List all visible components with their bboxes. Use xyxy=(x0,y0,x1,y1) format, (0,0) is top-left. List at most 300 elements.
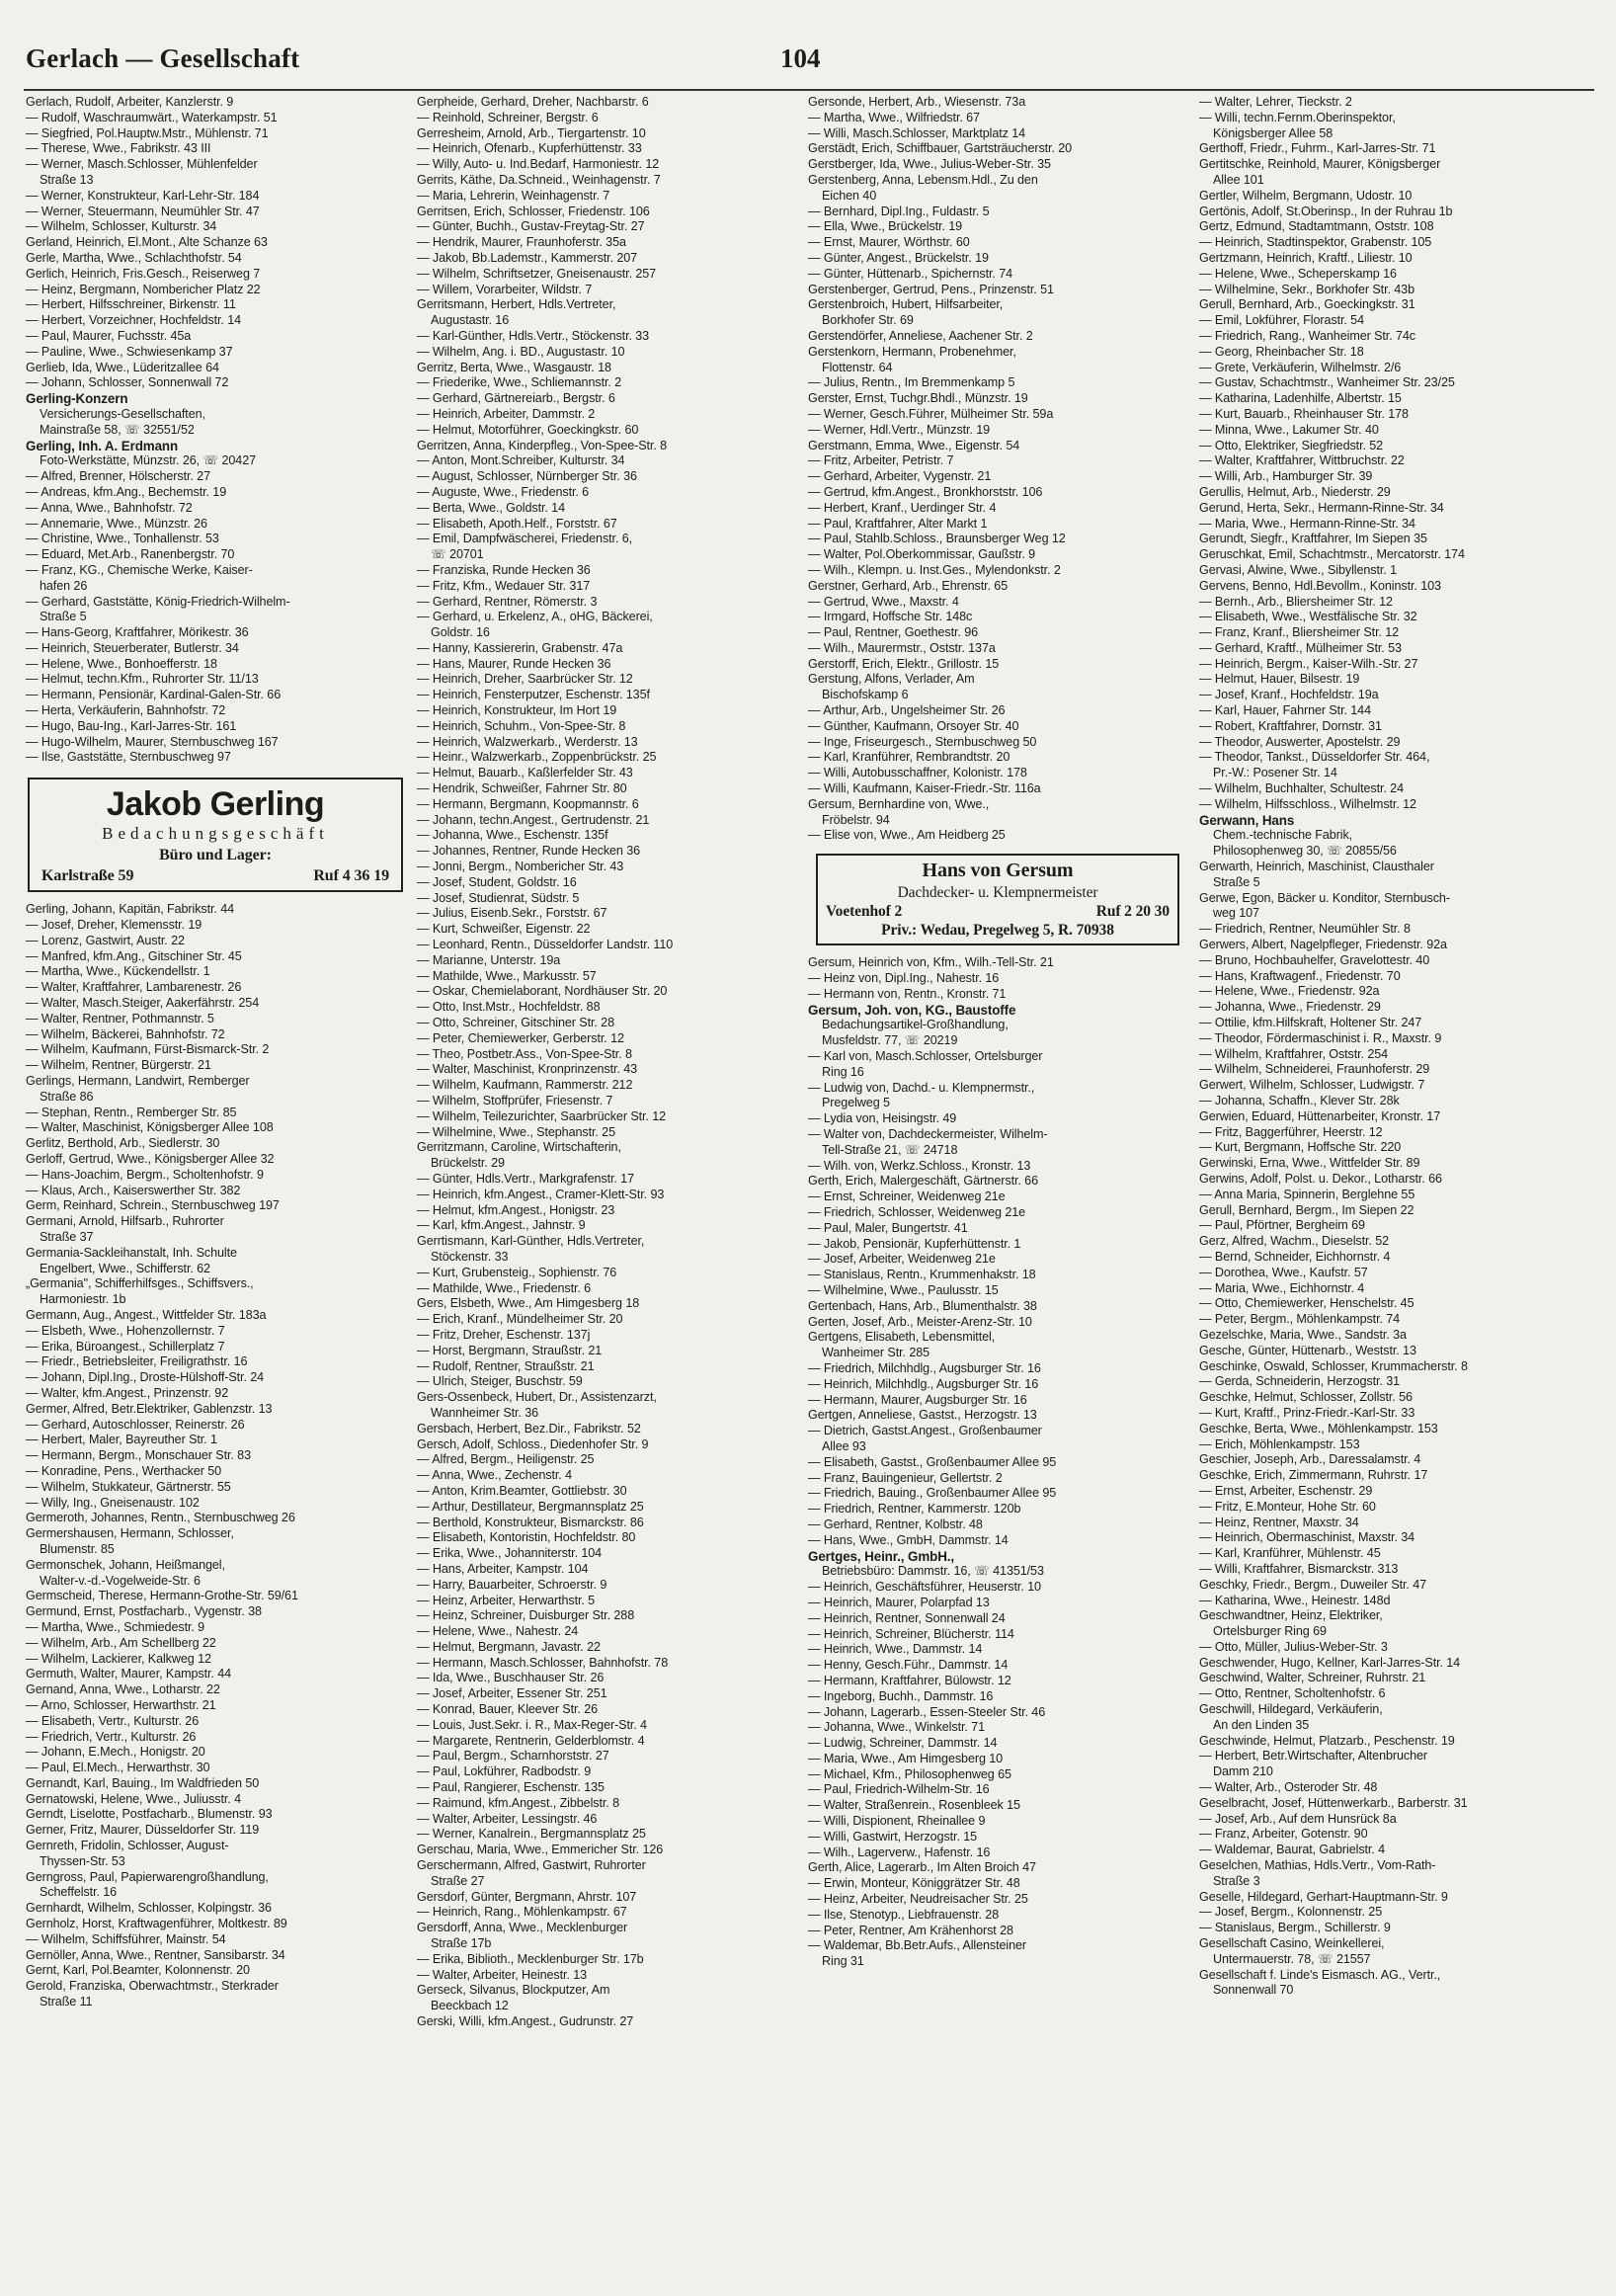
directory-entry: — Christine, Wwe., Tonhallenstr. 53 xyxy=(26,532,219,546)
directory-entry: — Ella, Wwe., Brückelstr. 19 xyxy=(808,219,963,234)
directory-entry: — Hugo-Wilhelm, Maurer, Sternbuschweg 167 xyxy=(26,734,279,749)
entry-continuation: Mainstraße 58, ☏ 32551/52 xyxy=(40,422,195,437)
directory-entry: — Auguste, Wwe., Friedenstr. 6 xyxy=(417,484,590,499)
directory-entry: — Hans, Maurer, Runde Hecken 36 xyxy=(417,656,611,671)
directory-entry: — Theo, Postbetr.Ass., Von-Spee-Str. 8 xyxy=(417,1046,632,1061)
entry-continuation: Goldstr. 16 xyxy=(431,625,490,640)
entry-continuation: Engelbert, Wwe., Schifferstr. 62 xyxy=(40,1261,210,1275)
directory-entry: — Paul, Rentner, Goethestr. 96 xyxy=(808,625,979,640)
directory-entry: Gezelschke, Maria, Wwe., Sandstr. 3a xyxy=(1199,1327,1407,1342)
directory-entry: — Johanna, Wwe., Eschenstr. 135f xyxy=(417,828,608,843)
directory-entry: — Elsbeth, Wwe., Hohenzollernstr. 7 xyxy=(26,1323,225,1338)
directory-entry: — Franziska, Runde Hecken 36 xyxy=(417,562,591,577)
directory-entry: — Erich, Möhlenkampstr. 153 xyxy=(1199,1436,1360,1451)
directory-entry: — Willi, Kraftfahrer, Bismarckstr. 313 xyxy=(1199,1561,1399,1576)
directory-entry: — Jonni, Bergm., Nombericher Str. 43 xyxy=(417,860,624,874)
directory-entry: Gerstädt, Erich, Schiffbauer, Gartsträucherstr. 20 xyxy=(808,141,1073,156)
directory-entry: Germonschek, Johann, Heißmangel, xyxy=(26,1557,225,1572)
entry-continuation: Tell-Straße 21, ☏ 24718 xyxy=(822,1142,958,1157)
directory-entry: — Wilhelm, Kaufmann, Fürst-Bismarck-Str. 2 xyxy=(26,1042,270,1057)
entry-continuation: An den Linden 35 xyxy=(1213,1717,1310,1732)
directory-entry: — Lorenz, Gastwirt, Austr. 22 xyxy=(26,933,185,947)
directory-entry: — Inge, Friseurgesch., Sternbuschweg 50 xyxy=(808,734,1037,749)
directory-entry: Gerland, Heinrich, El.Mont., Alte Schanze 63 xyxy=(26,235,268,250)
directory-entry: — Marianne, Unterstr. 19a xyxy=(417,952,561,967)
directory-entry: — Wilhelm, Bäckerei, Bahnhofstr. 72 xyxy=(26,1026,225,1041)
entry-continuation: Pr.-W.: Posener Str. 14 xyxy=(1213,766,1337,780)
directory-entry: — Hans, Arbeiter, Kampstr. 104 xyxy=(417,1561,589,1576)
directory-entry: — Walter, Kraftfahrer, Wittbruchstr. 22 xyxy=(1199,453,1405,468)
directory-entry: Gerth, Erich, Malergeschäft, Gärtnerstr. 66 xyxy=(808,1174,1038,1189)
directory-entry: — Erika, Biblioth., Mecklenburger Str. 17b xyxy=(417,1951,644,1966)
entry-continuation: Beeckbach 12 xyxy=(431,1999,509,2013)
column-3 xyxy=(808,95,1187,1970)
directory-entry: Geschier, Joseph, Arb., Daressalamstr. 4 xyxy=(1199,1452,1421,1467)
directory-entry: — Erika, Wwe., Johanniterstr. 104 xyxy=(417,1546,603,1561)
directory-entry: Germer, Alfred, Betr.Elektriker, Gablenzstr. 13 xyxy=(26,1401,273,1416)
directory-entry: — Wilhelm, Buchhalter, Schultestr. 24 xyxy=(1199,781,1404,796)
directory-entry: — Anton, Mont.Schreiber, Kulturstr. 34 xyxy=(417,453,625,468)
directory-entry: — Ludwig, Schreiner, Dammstr. 14 xyxy=(808,1736,998,1751)
entry-continuation: Wanheimer Str. 285 xyxy=(822,1346,930,1360)
directory-entry: — Wilhelm, Teilezurichter, Saarbrücker Str. 12 xyxy=(417,1108,667,1123)
directory-entry: — Lydia von, Heisingstr. 49 xyxy=(808,1111,957,1126)
directory-entry: — Rudolf, Rentner, Straußstr. 21 xyxy=(417,1358,595,1373)
directory-entry: — Heinrich, Steuerberater, Butlerstr. 34 xyxy=(26,640,239,655)
directory-entry: Gerwins, Adolf, Polst. u. Dekor., Lotharstr. 66 xyxy=(1199,1171,1442,1186)
directory-entry: — Friedrich, Bauing., Großenbaumer Allee 95 xyxy=(808,1486,1057,1501)
directory-entry: — Mathilde, Wwe., Markusstr. 57 xyxy=(417,968,597,983)
ad-gersum-phone: Ruf 2 20 30 xyxy=(1095,903,1170,921)
directory-entry: Gerth, Alice, Lagerarb., Im Alten Broich 47 xyxy=(808,1860,1036,1875)
directory-entry: — Otto, Rentner, Scholtenhofstr. 6 xyxy=(1199,1686,1386,1701)
directory-entry: — Theodor, Auswerter, Apostelstr. 29 xyxy=(1199,734,1401,749)
directory-entry: — Robert, Kraftfahrer, Dornstr. 31 xyxy=(1199,718,1382,733)
ad-hans-von-gersum xyxy=(816,854,1179,945)
directory-entry: — Annemarie, Wwe., Münzstr. 26 xyxy=(26,516,207,531)
directory-entry: Gerrits, Käthe, Da.Schneid., Weinhagenstr. 7 xyxy=(417,172,661,187)
directory-entry: Gersdorff, Anna, Wwe., Mecklenburger xyxy=(417,1921,628,1935)
directory-entry: Gernatowski, Helene, Wwe., Juliusstr. 4 xyxy=(26,1791,241,1806)
directory-entry: Gerstberger, Ida, Wwe., Julius-Weber-Str. 35 xyxy=(808,157,1051,172)
directory-entry: — Werner, Konstrukteur, Karl-Lehr-Str. 184 xyxy=(26,188,260,203)
directory-entry: Gerlings, Hermann, Landwirt, Remberger xyxy=(26,1074,250,1089)
directory-entry: Gertönis, Adolf, St.Oberinsp., In der Ruhrau 1b xyxy=(1199,204,1453,218)
directory-entry: — Eduard, Met.Arb., Ranenbergstr. 70 xyxy=(26,547,235,562)
directory-entry: — Heinz von, Dipl.Ing., Nahestr. 16 xyxy=(808,971,1000,986)
directory-entry: — Minna, Wwe., Lakumer Str. 40 xyxy=(1199,422,1379,437)
directory-entry: — Helmut, Bergmann, Javastr. 22 xyxy=(417,1639,601,1654)
directory-entry: Geschwinde, Helmut, Platzarb., Peschenstr. 19 xyxy=(1199,1733,1455,1748)
entry-continuation: Fröbelstr. 94 xyxy=(822,812,890,827)
directory-entry: — Michael, Kfm., Philosophenweg 65 xyxy=(808,1766,1011,1781)
directory-entry: — Wilh., Lagerverw., Hafenstr. 16 xyxy=(808,1845,991,1859)
directory-entry: Geschke, Berta, Wwe., Möhlenkampstr. 153 xyxy=(1199,1421,1438,1435)
directory-entry: — Hermann, Pensionär, Kardinal-Galen-Str. 66 xyxy=(26,688,282,702)
directory-entry: — Konrad, Bauer, Kleever Str. 26 xyxy=(417,1702,599,1717)
directory-entry: Gerritz, Berta, Wwe., Wasgaustr. 18 xyxy=(417,360,611,374)
directory-entry: — Wilh., Klempn. u. Inst.Ges., Mylendonkstr. 2 xyxy=(808,562,1061,577)
directory-entry: — Johanna, Wwe., Friedenstr. 29 xyxy=(1199,1000,1381,1015)
directory-entry: — Wilhelm, Schlosser, Kulturstr. 34 xyxy=(26,219,217,234)
directory-entry: Geschke, Erich, Zimmermann, Ruhrstr. 17 xyxy=(1199,1468,1428,1483)
directory-entry: — Gerhard, Gaststätte, König-Friedrich-Wilhelm- xyxy=(26,594,290,609)
directory-entry: — Wilhelm, Kaufmann, Rammerstr. 212 xyxy=(417,1078,633,1093)
directory-entry: — Hanny, Kassiererin, Grabenstr. 47a xyxy=(417,640,623,655)
directory-entry: — Gerhard, Rentner, Kolbstr. 48 xyxy=(808,1517,983,1531)
directory-entry: — Katharina, Wwe., Heinestr. 148d xyxy=(1199,1593,1391,1607)
directory-entry: — Johann, Dipl.Ing., Droste-Hülshoff-Str. 24 xyxy=(26,1370,265,1385)
directory-entry: — Heinrich, Rentner, Sonnenwall 24 xyxy=(808,1610,1006,1625)
directory-entry: Gesellschaft f. Linde's Eismasch. AG., Vertr., xyxy=(1199,1967,1441,1982)
directory-entry: Geschwind, Walter, Schreiner, Ruhrstr. 21 xyxy=(1199,1671,1426,1685)
directory-entry: — Herbert, Betr.Wirtschafter, Altenbrucher xyxy=(1199,1749,1427,1763)
directory-entry: — Arthur, Arb., Ungelsheimer Str. 26 xyxy=(808,703,1006,718)
entry-continuation: Straße 5 xyxy=(40,610,87,624)
entry-continuation: Thyssen-Str. 53 xyxy=(40,1853,125,1868)
directory-entry: — Stephan, Rentn., Remberger Str. 85 xyxy=(26,1105,237,1119)
directory-entry: — Elisabeth, Apoth.Helf., Forststr. 67 xyxy=(417,516,617,531)
directory-entry: — Karl, Hauer, Fahrner Str. 144 xyxy=(1199,703,1371,718)
directory-entry: — Martha, Wwe., Kückendellstr. 1 xyxy=(26,964,210,979)
directory-entry: — Wilhelmine, Wwe., Paulusstr. 15 xyxy=(808,1282,999,1297)
directory-entry: Gerloff, Gertrud, Wwe., Königsberger Allee 32 xyxy=(26,1152,275,1167)
directory-entry: — Heinrich, Bergm., Kaiser-Wilh.-Str. 27 xyxy=(1199,656,1418,671)
directory-entry: — Walter, Maschinist, Königsberger Allee 108 xyxy=(26,1120,274,1135)
page-header-title: Gerlach — Gesellschaft xyxy=(26,43,300,73)
directory-entry: — Ilse, Stenotyp., Liebfrauenstr. 28 xyxy=(808,1907,1000,1922)
directory-entry: Gerstmann, Emma, Wwe., Eigenstr. 54 xyxy=(808,438,1020,452)
directory-entry: — Louis, Just.Sekr. i. R., Max-Reger-Str. 4 xyxy=(417,1717,647,1732)
directory-entry: — Walter, Pol.Oberkommissar, Gaußstr. 9 xyxy=(808,547,1036,562)
directory-entry: Germann, Aug., Angest., Wittfelder Str. 183a xyxy=(26,1307,267,1322)
directory-entry: Gerstenkorn, Hermann, Probenehmer, xyxy=(808,344,1016,359)
directory-entry: — Willi, techn.Fernm.Oberinspektor, xyxy=(1199,110,1396,124)
directory-entry: — Johann, E.Mech., Honigstr. 20 xyxy=(26,1745,205,1760)
entry-continuation: Borkhofer Str. 69 xyxy=(822,313,914,328)
directory-entry: — Gerda, Schneiderin, Herzogstr. 31 xyxy=(1199,1374,1400,1389)
entry-continuation: Bischofskamp 6 xyxy=(822,688,909,702)
directory-entry: — Heinrich, Wwe., Dammstr. 14 xyxy=(808,1642,983,1657)
directory-entry: Gers-Ossenbeck, Hubert, Dr., Assistenzarzt, xyxy=(417,1390,657,1405)
directory-entry: — Klaus, Arch., Kaiserswerther Str. 382 xyxy=(26,1183,241,1197)
entry-continuation: Straße 17b xyxy=(431,1936,492,1951)
directory-entry: Gersdorf, Günter, Bergmann, Ahrstr. 107 xyxy=(417,1889,637,1904)
directory-entry: Gersum, Heinrich von, Kfm., Wilh.-Tell-Str. 21 xyxy=(808,955,1054,970)
directory-entry: — Wilhelm, Arb., Am Schellberg 22 xyxy=(26,1635,216,1650)
directory-entry: — Heinrich, Arbeiter, Dammstr. 2 xyxy=(417,406,596,421)
directory-entry: Gernöller, Anna, Wwe., Rentner, Sansibarstr. 34 xyxy=(26,1947,285,1962)
directory-entry: — Kurt, Kraftf., Prinz-Friedr.-Karl-Str. 33 xyxy=(1199,1405,1415,1420)
entry-continuation: Damm 210 xyxy=(1213,1764,1273,1779)
directory-entry: — Friedrich, Rang., Wanheimer Str. 74c xyxy=(1199,328,1416,343)
directory-entry: Gesche, Günter, Hüttenarb., Weststr. 13 xyxy=(1199,1343,1416,1357)
directory-entry: Gerundt, Siegfr., Kraftfahrer, Im Siepen 35 xyxy=(1199,532,1427,546)
entry-continuation: Sonnenwall 70 xyxy=(1213,1983,1294,1998)
directory-entry: — Heinrich, Walzwerkarb., Werderstr. 13 xyxy=(417,734,638,749)
directory-entry: — Wilhelm, Stukkateur, Gärtnerstr. 55 xyxy=(26,1479,231,1494)
directory-entry: Geruschkat, Emil, Schachtmstr., Mercatorstr. 174 xyxy=(1199,547,1465,562)
page-number: 104 xyxy=(780,43,821,73)
directory-entry: Gerlieb, Ida, Wwe., Lüderitzallee 64 xyxy=(26,360,219,374)
directory-entry: — Gerhard, u. Erkelenz, A., oHG, Bäckerei, xyxy=(417,610,653,624)
directory-entry: — Wilhelmine, Sekr., Borkhofer Str. 43b xyxy=(1199,282,1414,296)
directory-entry: — Alfred, Brenner, Hölscherstr. 27 xyxy=(26,469,210,484)
directory-entry: — Hans, Wwe., GmbH, Dammstr. 14 xyxy=(808,1532,1009,1547)
directory-entry: — Elisabeth, Wwe., Westfälische Str. 32 xyxy=(1199,610,1417,624)
directory-entry: Gerndt, Liselotte, Postfacharb., Blumenstr. 93 xyxy=(26,1807,273,1822)
directory-entry: Gerwinski, Erna, Wwe., Wittfelder Str. 89 xyxy=(1199,1156,1420,1171)
directory-entry: — Josef, Kranf., Hochfeldstr. 19a xyxy=(1199,688,1379,702)
directory-entry: — Arno, Schlosser, Herwarthstr. 21 xyxy=(26,1697,216,1712)
directory-entry: — Erika, Büroangest., Schillerplatz 7 xyxy=(26,1339,225,1353)
directory-entry: — Josef, Arb., Auf dem Hunsrück 8a xyxy=(1199,1811,1397,1826)
directory-entry: — Ernst, Arbeiter, Eschenstr. 29 xyxy=(1199,1483,1373,1498)
directory-entry: Gerwien, Eduard, Hüttenarbeiter, Kronstr. 17 xyxy=(1199,1108,1441,1123)
directory-entry: Gertenbach, Hans, Arb., Blumenthalstr. 38 xyxy=(808,1298,1037,1313)
directory-entry: — Ida, Wwe., Buschhauser Str. 26 xyxy=(417,1671,605,1685)
directory-entry: — Wilhelm, Ang. i. BD., Augustastr. 10 xyxy=(417,344,625,359)
directory-entry: — Walter, Arbeiter, Heinestr. 13 xyxy=(417,1967,588,1982)
directory-entry: — Helene, Wwe., Friedenstr. 92a xyxy=(1199,984,1380,999)
directory-entry: — Ottilie, kfm.Hilfskraft, Holtener Str. 247 xyxy=(1199,1016,1422,1030)
directory-entry: — Friedr., Betriebsleiter, Freiligrathstr. 16 xyxy=(26,1354,248,1369)
directory-entry: — Georg, Rheinbacher Str. 18 xyxy=(1199,344,1364,359)
directory-entry: — Julius, Rentn., Im Bremmenkamp 5 xyxy=(808,375,1015,390)
directory-entry: — Walter, Masch.Steiger, Aakerfährstr. 254 xyxy=(26,996,260,1011)
directory-entry: — Willi, Autobusschaffner, Kolonistr. 178 xyxy=(808,766,1027,780)
directory-entry: Gerlich, Heinrich, Fris.Gesch., Reiserweg 7 xyxy=(26,266,261,281)
directory-entry: Gerwert, Wilhelm, Schlosser, Ludwigstr. 7 xyxy=(1199,1078,1425,1093)
directory-entry: — Paul, Stahlb.Schloss., Braunsberger Weg 12 xyxy=(808,532,1066,546)
directory-entry: Gerz, Alfred, Wachm., Dieselstr. 52 xyxy=(1199,1234,1389,1249)
directory-entry: — Heinz, Bergmann, Nombericher Platz 22 xyxy=(26,282,261,296)
directory-entry: Gerull, Bernhard, Arb., Goeckingkstr. 31 xyxy=(1199,297,1415,312)
directory-entry: Gerwarth, Heinrich, Maschinist, Clausthaler xyxy=(1199,860,1434,874)
directory-entry: — Leonhard, Rentn., Düsseldorfer Landstr. 110 xyxy=(417,938,674,952)
directory-entry: Gerwers, Albert, Nagelpfleger, Friedenstr. 92a xyxy=(1199,938,1447,952)
directory-entry: Gernreth, Fridolin, Schlosser, August- xyxy=(26,1839,229,1853)
directory-entry: — Martha, Wwe., Schmiedestr. 9 xyxy=(26,1619,205,1634)
directory-entry: — Emil, Dampfwäscherei, Friedenstr. 6, xyxy=(417,532,633,546)
directory-entry: Gernandt, Karl, Bauing., Im Waldfrieden 50 xyxy=(26,1775,260,1790)
directory-entry: — Franz, KG., Chemische Werke, Kaiser- xyxy=(26,562,253,577)
directory-entry: — Otto, Müller, Julius-Weber-Str. 3 xyxy=(1199,1639,1388,1654)
directory-entry: — Hans, Kraftwagenf., Friedenstr. 70 xyxy=(1199,968,1401,983)
directory-entry: — Gustav, Schachtmstr., Wanheimer Str. 23/25 xyxy=(1199,375,1455,390)
directory-entry: — Johann, techn.Angest., Gertrudenstr. 21 xyxy=(417,812,650,827)
directory-entry: — Ernst, Schreiner, Weidenweg 21e xyxy=(808,1189,1006,1204)
directory-entry: Geschwandtner, Heinz, Elektriker, xyxy=(1199,1608,1383,1623)
directory-entry: Gerund, Herta, Sekr., Hermann-Rinne-Str. 34 xyxy=(1199,500,1444,515)
ad-gerling-phone: Ruf 4 36 19 xyxy=(313,867,389,885)
directory-entry: Geselle, Hildegard, Gerhart-Hauptmann-Str. 9 xyxy=(1199,1889,1448,1904)
entry-continuation: Brückelstr. 29 xyxy=(431,1156,505,1171)
directory-entry: — Stanislaus, Bergm., Schillerstr. 9 xyxy=(1199,1921,1391,1935)
directory-entry: Gerthoff, Friedr., Fuhrm., Karl-Jarres-Str. 71 xyxy=(1199,141,1436,156)
directory-entry: — Hermann, Bergm., Monschauer Str. 83 xyxy=(26,1448,251,1463)
entry-heading: Gertges, Heinr., GmbH., xyxy=(808,1548,955,1564)
directory-entry: — Hermann, Kraftfahrer, Bülowstr. 12 xyxy=(808,1673,1011,1687)
directory-entry: — Herbert, Vorzeichner, Hochfeldstr. 14 xyxy=(26,313,241,328)
entry-continuation: Augustastr. 16 xyxy=(431,313,510,328)
entry-continuation: Straße 86 xyxy=(40,1089,94,1104)
directory-entry: — Karl-Günther, Hdls.Vertr., Stöckenstr. 33 xyxy=(417,328,650,343)
directory-entry: Gersbach, Herbert, Bez.Dir., Fabrikstr. 52 xyxy=(417,1421,641,1435)
directory-entry: Gerner, Fritz, Maurer, Düsseldorfer Str. 119 xyxy=(26,1823,260,1838)
directory-entry: — Elisabeth, Vertr., Kulturstr. 26 xyxy=(26,1713,200,1728)
directory-entry: — Siegfried, Pol.Hauptw.Mstr., Mühlenstr. 71 xyxy=(26,125,269,140)
directory-entry: — Otto, Elektriker, Siegfriedstr. 52 xyxy=(1199,438,1384,452)
directory-entry: — Grete, Verkäuferin, Wilhelmstr. 2/6 xyxy=(1199,360,1402,374)
directory-entry: Gerschau, Maria, Wwe., Emmericher Str. 126 xyxy=(417,1843,664,1857)
directory-entry: — Harry, Bauarbeiter, Schroerstr. 9 xyxy=(417,1577,607,1592)
directory-entry: — Kurt, Bauarb., Rheinhauser Str. 178 xyxy=(1199,406,1409,421)
entry-continuation: Scheffelstr. 16 xyxy=(40,1885,118,1900)
directory-entry: — Berta, Wwe., Goldstr. 14 xyxy=(417,500,565,515)
directory-entry: — Wilhelm, Hilfsschloss., Wilhelmstr. 12 xyxy=(1199,796,1416,811)
directory-entry: — Arthur, Destillateur, Bergmannsplatz 25 xyxy=(417,1499,644,1514)
directory-entry: — Erich, Kranf., Mündelheimer Str. 20 xyxy=(417,1312,623,1327)
directory-entry: Gersum, Bernhardine von, Wwe., xyxy=(808,796,990,811)
directory-entry: Gervasi, Alwine, Wwe., Sibyllenstr. 1 xyxy=(1199,562,1397,577)
directory-entry: — Friedrich, Rentner, Kammerstr. 120b xyxy=(808,1502,1021,1517)
directory-entry: — Johann, Schlosser, Sonnenwall 72 xyxy=(26,375,229,390)
directory-entry: — Friedrich, Milchhdlg., Augsburger Str. 16 xyxy=(808,1360,1041,1375)
directory-entry: Gerski, Willi, kfm.Angest., Gudrunstr. 27 xyxy=(417,2014,634,2029)
directory-entry: Geschwill, Hildegard, Verkäuferin, xyxy=(1199,1702,1383,1717)
directory-entry: — Günter, Hdls.Vertr., Markgrafenstr. 17 xyxy=(417,1171,634,1186)
entry-continuation: Straße 11 xyxy=(40,1995,93,2009)
ad-jakob-gerling xyxy=(28,778,403,892)
directory-entry: — Willi, Arb., Hamburger Str. 39 xyxy=(1199,469,1373,484)
directory-entry: — Josef, Arbeiter, Weidenweg 21e xyxy=(808,1252,996,1267)
directory-entry: — Oskar, Chemielaborant, Nordhäuser Str. 20 xyxy=(417,984,668,999)
directory-entry: — Heinrich, Fensterputzer, Eschenstr. 135f xyxy=(417,688,650,702)
directory-entry: — Walter, Arbeiter, Lessingstr. 46 xyxy=(417,1811,598,1826)
directory-entry: Germani, Arnold, Hilfsarb., Ruhrorter xyxy=(26,1214,224,1229)
directory-entry: — Fritz, E.Monteur, Hohe Str. 60 xyxy=(1199,1499,1376,1514)
directory-entry: — Karl, Kranführer, Mühlenstr. 45 xyxy=(1199,1546,1381,1561)
directory-entry: — Willi, Masch.Schlosser, Marktplatz 14 xyxy=(808,125,1026,140)
directory-entry: — Wilh., Maurermstr., Oststr. 137a xyxy=(808,640,996,655)
directory-entry: — Martha, Wwe., Wilfriedstr. 67 xyxy=(808,110,980,124)
directory-entry: — Hendrik, Schweißer, Fahrner Str. 80 xyxy=(417,781,627,796)
directory-entry: — Heinrich, Schuhm., Von-Spee-Str. 8 xyxy=(417,718,626,733)
directory-entry: Geschke, Helmut, Schlosser, Zollstr. 56 xyxy=(1199,1390,1413,1405)
entry-continuation: Betriebsbüro: Dammstr. 16, ☏ 41351/53 xyxy=(822,1564,1044,1579)
directory-entry: Gersonde, Herbert, Arb., Wiesenstr. 73a xyxy=(808,95,1026,109)
directory-entry: — Heinrich, kfm.Angest., Cramer-Klett-Str. 93 xyxy=(417,1187,665,1201)
directory-entry: — Gertrud, Wwe., Maxstr. 4 xyxy=(808,594,959,609)
directory-entry: — Paul, Maler, Bungertstr. 41 xyxy=(808,1220,968,1235)
directory-entry: — Bernh., Arb., Bliersheimer Str. 12 xyxy=(1199,594,1393,609)
directory-entry: — Hans-Georg, Kraftfahrer, Mörikestr. 36 xyxy=(26,625,249,640)
directory-entry: Germscheid, Therese, Hermann-Grothe-Str. 59/61 xyxy=(26,1589,298,1603)
directory-entry: — Heinrich, Maurer, Polarpfad 13 xyxy=(808,1595,990,1609)
entry-continuation: Musfeldstr. 77, ☏ 20219 xyxy=(822,1033,958,1048)
directory-entry: — Maria, Wwe., Am Himgesberg 10 xyxy=(808,1751,1004,1765)
directory-entry: Gerstenberger, Gertrud, Pens., Prinzenstr. 51 xyxy=(808,282,1054,296)
directory-entry: — Gertrud, kfm.Angest., Bronkhorststr. 106 xyxy=(808,484,1043,499)
directory-entry: — Wilh. von, Werkz.Schloss., Kronstr. 13 xyxy=(808,1158,1031,1173)
directory-entry: Gerlach, Rudolf, Arbeiter, Kanzlerstr. 9 xyxy=(26,95,234,109)
directory-entry: Gerstner, Gerhard, Arb., Ehrenstr. 65 xyxy=(808,578,1009,593)
directory-entry: — Josef, Bergm., Kolonnenstr. 25 xyxy=(1199,1905,1383,1920)
entry-continuation: Straße 27 xyxy=(431,1873,485,1888)
directory-entry: — Walter, Kraftfahrer, Lambarenestr. 26 xyxy=(26,980,242,995)
directory-entry: — Helmut, Bauarb., Kaßlerfelder Str. 43 xyxy=(417,766,633,780)
directory-entry: — Paul, Pförtner, Bergheim 69 xyxy=(1199,1218,1365,1233)
entry-continuation: Philosophenweg 30, ☏ 20855/56 xyxy=(1213,844,1397,859)
entry-continuation: ☏ 20701 xyxy=(431,547,484,562)
column-2 xyxy=(417,95,796,2030)
directory-entry: Gertz, Edmund, Stadtamtmann, Oststr. 108 xyxy=(1199,219,1434,234)
column-4-list xyxy=(1199,95,1578,1999)
directory-entry: Gerstung, Alfons, Verlader, Am xyxy=(808,672,975,687)
directory-entry: — Alfred, Bergm., Heiligenstr. 25 xyxy=(417,1452,595,1467)
directory-entry: Gerritzmann, Caroline, Wirtschafterin, xyxy=(417,1140,621,1155)
directory-entry: Gerseck, Silvanus, Blockputzer, Am xyxy=(417,1983,610,1998)
directory-entry: — Paul, Lokführer, Radbodstr. 9 xyxy=(417,1764,592,1779)
entry-heading: Gerling-Konzern xyxy=(26,391,128,407)
column-1 xyxy=(26,95,405,2010)
directory-entry: — Gerhard, Rentner, Römerstr. 3 xyxy=(417,594,598,609)
ad-gersum-address: Voetenhof 2 xyxy=(826,903,903,921)
directory-entry: — Herbert, Kranf., Uerdinger Str. 4 xyxy=(808,500,997,515)
directory-entry: Germund, Ernst, Postfacharb., Vygenstr. 38 xyxy=(26,1604,262,1619)
directory-entry: Gerlitz, Berthold, Arb., Siedlerstr. 30 xyxy=(26,1136,220,1151)
directory-entry: — Karl, kfm.Angest., Jahnstr. 9 xyxy=(417,1218,586,1233)
ad-gersum-private: Priv.: Wedau, Pregelweg 5, R. 70938 xyxy=(881,922,1114,940)
directory-entry: — Raimund, kfm.Angest., Zibbelstr. 8 xyxy=(417,1795,619,1810)
directory-entry: — Franz, Arbeiter, Gotenstr. 90 xyxy=(1199,1827,1368,1842)
directory-entry: — Heinrich, Obermaschinist, Maxstr. 34 xyxy=(1199,1530,1415,1545)
directory-entry: — Heinrich, Stadtinspektor, Grabenstr. 105 xyxy=(1199,235,1432,250)
header-rule xyxy=(24,89,1594,91)
directory-entry: — Hermann, Masch.Schlosser, Bahnhofstr. 78 xyxy=(417,1655,669,1670)
directory-entry: — Friedrich, Rentner, Neumühler Str. 8 xyxy=(1199,922,1411,937)
entry-continuation: Walter-v.-d.-Vogelweide-Str. 6 xyxy=(40,1573,201,1588)
directory-entry: — Wilhelm, Schiffsführer, Mainstr. 54 xyxy=(26,1931,226,1946)
directory-entry: — Fritz, Kfm., Wedauer Str. 317 xyxy=(417,578,591,593)
directory-entry: — Josef, Student, Goldstr. 16 xyxy=(417,874,577,889)
directory-entry: Gerresheim, Arnold, Arb., Tiergartenstr. 10 xyxy=(417,125,646,140)
directory-entry: — Walter, Lehrer, Tieckstr. 2 xyxy=(1199,95,1352,109)
directory-entry: — Kurt, Schweißer, Eigenstr. 22 xyxy=(417,922,591,937)
directory-entry: Gers, Elsbeth, Wwe., Am Himgesberg 18 xyxy=(417,1296,640,1311)
directory-entry: — Anna, Wwe., Bahnhofstr. 72 xyxy=(26,500,193,515)
directory-entry: Gerullis, Helmut, Arb., Niederstr. 29 xyxy=(1199,484,1391,499)
directory-entry: — Therese, Wwe., Fabrikstr. 43 III xyxy=(26,141,211,156)
directory-entry: — Wilhelm, Schneiderei, Fraunhoferstr. 29 xyxy=(1199,1062,1430,1077)
directory-entry: — Werner, Masch.Schlosser, Mühlenfelder xyxy=(26,157,258,172)
directory-entry: — Fritz, Dreher, Eschenstr. 137j xyxy=(417,1327,591,1342)
directory-entry: — Reinhold, Schreiner, Bergstr. 6 xyxy=(417,110,599,124)
directory-entry: Gerstorff, Erich, Elektr., Grillostr. 15 xyxy=(808,656,1000,671)
entry-continuation: Bedachungsartikel-Großhandlung, xyxy=(822,1018,1009,1032)
ad-gersum-contact xyxy=(818,902,1177,921)
directory-entry: — Andreas, kfm.Ang., Bechemstr. 19 xyxy=(26,484,227,499)
directory-entry: Geschwender, Hugo, Kellner, Karl-Jarres-Str. 14 xyxy=(1199,1655,1461,1670)
entry-continuation: Ring 31 xyxy=(822,1954,864,1969)
directory-entry: — Willy, Ing., Gneisenaustr. 102 xyxy=(26,1495,200,1510)
directory-entry: „Germania", Schifferhilfsges., Schiffsvers., xyxy=(26,1276,254,1291)
ad-gerling-office-label: Büro und Lager: xyxy=(159,847,272,864)
directory-entry: Gerten, Josef, Arb., Meister-Arenz-Str. 10 xyxy=(808,1314,1032,1329)
directory-entry: — Jakob, Bb.Lademstr., Kammerstr. 207 xyxy=(417,250,638,265)
directory-entry: — Maria, Lehrerin, Weinhagenstr. 7 xyxy=(417,188,610,203)
